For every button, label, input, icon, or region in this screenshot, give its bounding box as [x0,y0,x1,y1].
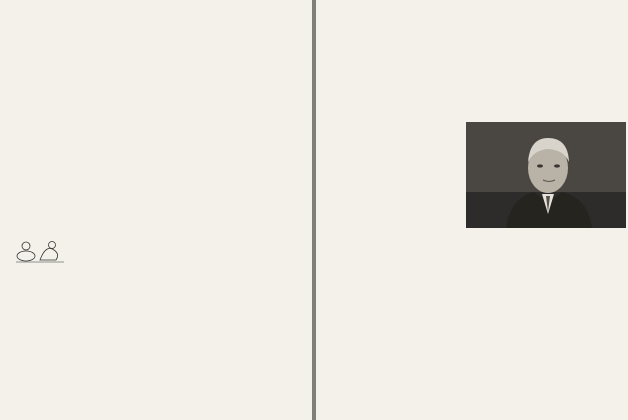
fund-contributor-list-lower-1 [466,240,518,410]
fund-contributor-list-top [466,31,626,121]
fund-contributor-list-lower-3 [574,240,626,410]
class-notes-right-column-1 [320,3,390,408]
donor-name-column-2 [40,3,74,233]
right-page [316,0,628,420]
class-notes-column-3 [80,3,152,408]
class-notes-left-bottom [4,296,76,406]
left-page [0,0,312,420]
class-notes-column-4 [156,3,306,408]
class-notes-right-column-2 [393,3,463,408]
fund-contributor-list-lower-2 [520,240,572,410]
portrait-image [466,122,626,228]
portrait-photo [466,122,626,228]
cartoon-illustration [12,236,68,264]
